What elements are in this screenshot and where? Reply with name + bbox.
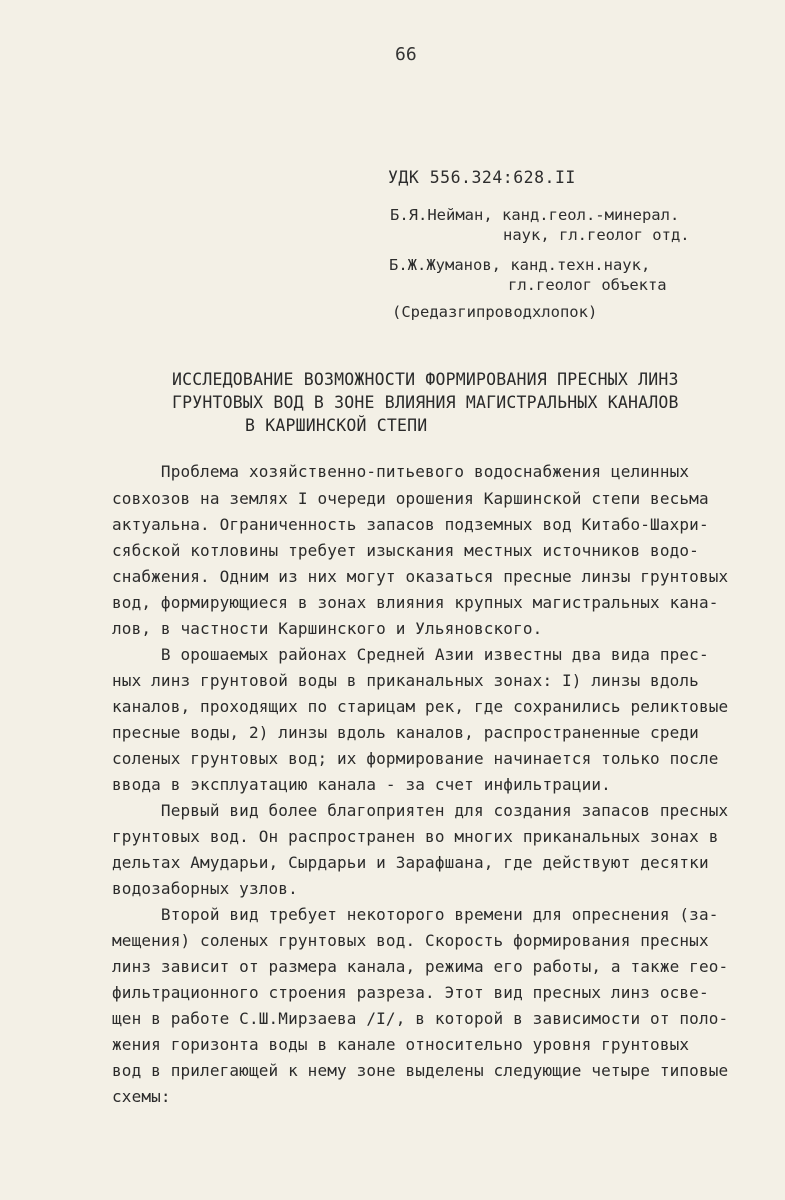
title-line-2: ГРУНТОВЫХ ВОД В ЗОНЕ ВЛИЯНИЯ МАГИСТРАЛЬНЫХ КАНАЛОВ: [172, 393, 679, 412]
body-line: В орошаемых районах Средней Азии известны два вида прес-: [112, 645, 709, 664]
body-line: соленых грунтовых вод; их формирование начинается только после: [112, 749, 719, 768]
body-line: сябской котловины требует изыскания местных источников водо-: [112, 541, 699, 560]
title-line-3: В КАРШИНСКОЙ СТЕПИ: [245, 416, 428, 435]
body-line: каналов, проходящих по старицам рек, где сохранились реликтовые: [112, 697, 729, 716]
body-line: Проблема хозяйственно-питьевого водоснабжения целинных: [112, 462, 690, 481]
body-line: актуальна. Ограниченность запасов подземных вод Китабо-Шахри-: [112, 515, 709, 534]
title-line-1: ИССЛЕДОВАНИЕ ВОЗМОЖНОСТИ ФОРМИРОВАНИЯ ПРЕСНЫХ ЛИНЗ: [172, 370, 679, 389]
body-line: ввода в эксплуатацию канала - за счет инфильтрации.: [112, 775, 611, 794]
body-line: водозаборных узлов.: [112, 879, 298, 898]
body-line: грунтовых вод. Он распространен во многих приканальных зонах в: [112, 827, 719, 846]
body-line: вод, формирующиеся в зонах влияния крупных магистральных кана-: [112, 593, 719, 612]
body-line: Первый вид более благоприятен для создания запасов пресных: [112, 801, 729, 820]
body-line: ных линз грунтовой воды в приканальных зонах: I) линзы вдоль: [112, 671, 699, 690]
body-line: вод в прилегающей к нему зоне выделены следующие четыре типовые: [112, 1061, 729, 1080]
author-2-line-2: гл.геолог объекта: [508, 276, 667, 294]
body-line: линз зависит от размера канала, режима его работы, а также гео-: [112, 957, 729, 976]
udk-code: УДК 556.324:628.II: [388, 168, 576, 187]
organization: (Средазгипроводхлопок): [392, 303, 598, 321]
body-line: пресные воды, 2) линзы вдоль каналов, распространенные среди: [112, 723, 699, 742]
body-line: фильтрационного строения разреза. Этот вид пресных линз осве-: [112, 983, 709, 1002]
body-line: схемы:: [112, 1087, 171, 1106]
body-line: совхозов на землях I очереди орошения Каршинской степи весьма: [112, 489, 709, 508]
body-line: жения горизонта воды в канале относительно уровня грунтовых: [112, 1035, 690, 1054]
author-1-line-1: Б.Я.Нейман, канд.геол.-минерал.: [390, 206, 680, 224]
body-line: лов, в частности Каршинского и Ульяновского.: [112, 619, 543, 638]
body-line: щен в работе С.Ш.Мирзаева /I/, в которой в зависимости от поло-: [112, 1009, 729, 1028]
body-line: дельтах Амударьи, Сырдарьи и Зарафшана, где действуют десятки: [112, 853, 709, 872]
body-line: снабжения. Одним из них могут оказаться пресные линзы грунтовых: [112, 567, 729, 586]
author-1-line-2: наук, гл.геолог отд.: [503, 226, 690, 244]
body-line: Второй вид требует некоторого времени для опреснения (за-: [112, 905, 719, 924]
author-2-line-1: Б.Ж.Жуманов, канд.техн.наук,: [389, 256, 651, 274]
body-line: мещения) соленых грунтовых вод. Скорость формирования пресных: [112, 931, 709, 950]
page-number: 66: [395, 44, 417, 65]
